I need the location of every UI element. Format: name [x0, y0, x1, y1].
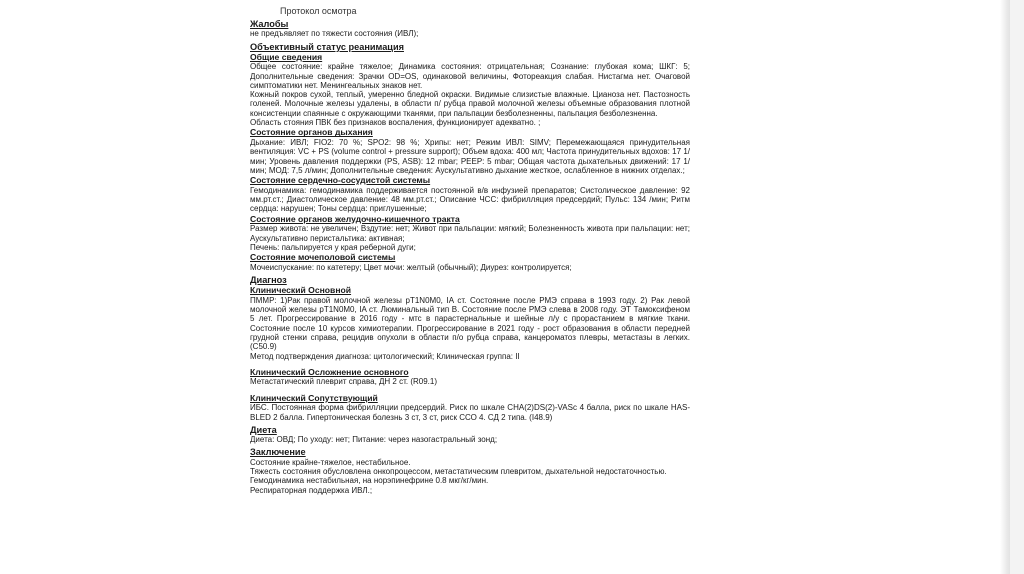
cropped-header-text: Протокол осмотра [280, 6, 357, 16]
cardio-heading: Состояние сердечно-сосудистой системы [250, 175, 431, 186]
liver-text: Печень: пальпируется у края реберной дуги; [250, 242, 416, 252]
objective-heading: Объективный статус реанимация [250, 41, 404, 52]
complaints-heading: Жалобы [250, 19, 289, 29]
urinary-heading: Состояние мочеполовой системы [250, 252, 396, 263]
pvk-text: Область стояния ПВК без признаков воспаления, функционирует адекватно. ; [250, 118, 541, 128]
complication-text: Метастатический плеврит справа, ДН 2 ст. (R09.1) [250, 377, 437, 387]
gi-text: Размер живота: не увеличен; Вздутие: нет; Живот при пальпации: мягкий; Болезненность живота при пальпации: нет; Аускультативно перистальтика: активная; [250, 224, 690, 243]
conclusion-line-1: Состояние крайне-тяжелое, нестабильное. [250, 457, 411, 467]
diet-text: Диета: ОВД; По уходу: нет; Питание: через назогастральный зонд; [250, 435, 498, 445]
conclusion-line-4: Респираторная поддержка ИВЛ.; [250, 485, 373, 495]
respiratory-heading: Состояние органов дыхания [250, 127, 373, 138]
medical-document [250, 6, 690, 495]
gi-heading: Состояние органов желудочно-кишечного тракта [250, 213, 460, 224]
conclusion-line-3: Гемодинамика нестабильная, на норэпинефрине 0.8 мкг/кг/мин. [250, 476, 489, 486]
concomitant-heading: Клинический Сопутствующий [250, 392, 378, 403]
cropped-header [280, 6, 357, 16]
skin-text: Кожный покров сухой, теплый, умеренно бледной окраски. Видимые слизистые влажные. Цианоза нет. Пастозность голеней. Молочные железы удалены, в области п/ рубца правой молочной железы объемные образования плотной консистенции спаянные с окружающими тканями, при пальпации безболезненны, пальпация безболезненна. [250, 90, 690, 118]
conclusion-line-2: Тяжесть состояния обусловлена онкопроцессом, метастатическим плевритом, дыхательной недостаточностью. [250, 466, 667, 476]
respiratory-text: Дыхание: ИВЛ; FIO2: 70 %; SPO2: 98 %; Хрипы: нет; Режим ИВЛ: SIMV; Перемежающаяся принудительная вентиляция: VC + PS (volume control + pressure support); Объем вдоха: 400 мл; Частота принудительных вдохов: 17 1/мин; Уровень давления поддержки (PS, ASB): 12 mbar; PEEP: 5 mbar; Общая частота дыхательных движений: 17 1/мин; МОД: 7,5 л/мин; Дополнительные сведения: Аускультативно дыхание жесткое, ослабленное в нижних отделах.; [250, 137, 690, 175]
complication-heading: Клинический Осложнение основного [250, 366, 409, 377]
diet-heading: Диета [250, 424, 277, 435]
slide-edge [1010, 0, 1024, 574]
slide-edge-shadow [1000, 0, 1010, 574]
general-text: Общее состояние: крайне тяжелое; Динамика состояния: отрицательная; Сознание: глубокая кома; ШКГ: 5; Дополнительные сведения: Зрачки OD=OS, одинаковой величины, Фотореакция слабая. Нистагма нет. Очаговой симптоматики нет. Менингеальных знаков нет. [250, 62, 690, 90]
general-heading: Общие сведения [250, 51, 323, 62]
diagnosis-heading: Диагноз [250, 275, 287, 286]
cardio-text: Гемодинамика: гемодинамика поддерживается постоянной в/в инфузией препаратов; Систолическое давление: 92 мм.рт.ст.; Диастолическое давление: 48 мм.рт.ст.; Описание ЧСС: фибрилляция предсердий; Пульс: 134 /мин; Ритм сердца: нарушен; Тоны сердца: приглушенные; [250, 185, 690, 214]
concomitant-text: ИБС. Постоянная форма фибрилляции предсердий. Риск по шкале CHA(2)DS(2)-VASc 4 балла, риск по шкале HAS-BLED 2 балла. Гипертоническая болезнь 3 ст, 3 ст, риск ССО 4. СД 2 типа. (I48.9) [250, 403, 690, 422]
clinical-main-text: ПММР: 1)Рак правой молочной железы рТ1N0M0, IA ст. Состояние после РМЭ справа в 1993 году. 2) Рак левой молочной железы рТ1N0M0, IA ст. Люминальный тип В. Состояние после РМЭ слева в 2008 году. ЭТ Тамоксифеном 5 лет. Прогрессирование в 2016 году - мтс в парастернальные и шейные л/у с прорастанием в мягкие ткани. Состояние после 10 курсов химиотерапии. Прогрессирование в 2021 году - рост образования в области передней грудной стенки справа, рецидив опухоли в области п/о рубца справа, канцероматоз плевры, метастазы в легких. (C50.9) [250, 295, 690, 352]
method-text: Метод подтверждения диагноза: цитологический; Клиническая группа: II [250, 351, 520, 361]
conclusion-heading: Заключение [250, 447, 306, 458]
complaints-text: не предъявляет по тяжести состояния (ИВЛ); [250, 29, 419, 39]
clinical-main-heading: Клинический Основной [250, 285, 352, 296]
urinary-text: Мочеиспускание: по катетеру; Цвет мочи: желтый (обычный); Диурез: контролируется; [250, 262, 572, 272]
